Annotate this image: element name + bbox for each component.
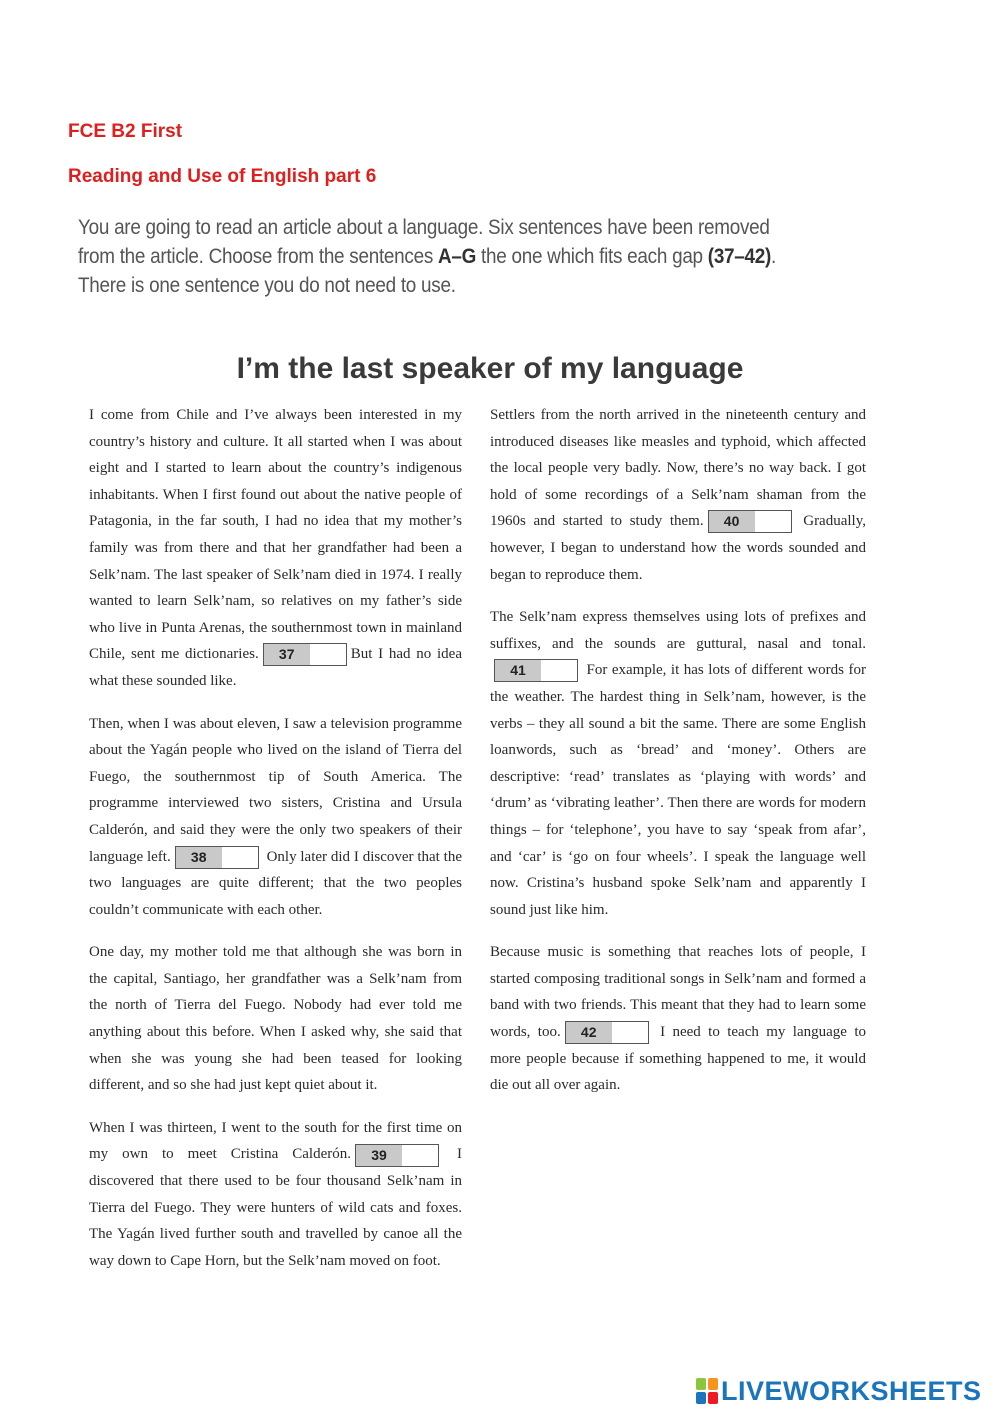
instructions-text: You are going to read an article about a language. Six sentences have been removed from the article. Choose from the sentences: [78, 216, 770, 268]
gap-number: 42: [566, 1022, 612, 1043]
article-paragraph: When I was thirteen, I went to the south for the first time on my own to meet Cristina Calderón. 39 I discovered that there used to be four thousand Selk’nam in Tierra del Fuego. They were hunters of wild cats and foxes. The Yagán lived further south and travelled by canoe all the way down to Cape Horn, but the Selk’nam moved on foot.: [89, 1119, 462, 1269]
instructions-text: the one which fits each gap: [476, 245, 708, 268]
gap-number: 37: [264, 644, 310, 665]
gap-40-answer-box[interactable]: [708, 510, 792, 533]
instructions-text: . There is one sentence you do not need to use.: [78, 245, 777, 297]
gap-39-answer-box[interactable]: [355, 1144, 439, 1167]
gap-number: 38: [176, 847, 222, 868]
gap-number: 40: [709, 511, 755, 532]
liveworksheets-logo[interactable]: [696, 1375, 982, 1407]
article-paragraph: Because music is something that reaches lots of people, I started composing traditional songs in Selk’nam and formed a band with two friends. This meant that they had to learn some words, too. 42 I need to teach my language to more people because if something happened to me, it would die out all over again.: [490, 944, 866, 1094]
gap-41-answer-box[interactable]: [494, 659, 578, 682]
gap-number: 39: [356, 1145, 402, 1166]
article-paragraph: Settlers from the north arrived in the nineteenth century and introduced diseases like measles and typhoid, which affected the local people very badly. Now, there’s no way back. I got hold of some recordings of a Selk’nam shaman from the 1960s and started to study them. 40 Gradually, however, I began to understand how the words sounded and began to reproduce them.: [490, 407, 866, 583]
article-column-left: [89, 402, 462, 1290]
worksheet-part-heading: Reading and Use of English part 6: [68, 166, 377, 187]
gap-number: 41: [495, 660, 541, 681]
liveworksheets-logo-icon: [696, 1378, 718, 1404]
gap-42-answer-box[interactable]: [565, 1021, 649, 1044]
instructions-options: A–G: [438, 245, 477, 268]
article-paragraph: The Selk’nam express themselves using lots of prefixes and suffixes, and the sounds are guttural, nasal and tonal. 41 For example, it has lots of different words for the weather. The hardest thing in Selk’nam, however, is the verbs – they all sound a bit the same. There are some English loanwords, such as ‘bread’ and ‘money’. Others are descriptive: ‘read’ translates as ‘playing with words’ and ‘drum’ as ‘vibrating leather’. Then there are words for modern things – for ‘telephone’, you have to say ‘speak from afar’, and ‘car’ is ‘go on four wheels’. I speak the language well now. Cristina’s husband spoke Selk’nam and apparently I sound just like him.: [490, 609, 866, 918]
task-instructions: [78, 213, 798, 300]
liveworksheets-logo-text: LIVEWORKSHEETS: [721, 1375, 982, 1406]
gap-37-answer-box[interactable]: [263, 643, 347, 666]
article-paragraph: I come from Chile and I’ve always been interested in my country’s history and culture. It all started when I was about eight and I started to learn about the country’s indigenous inhabitants. When I first found out about the native people of Patagonia, in the far south, I had no idea that my mother’s family was from there and that her grandfather had been a Selk’nam. The last speaker of Selk’nam died in 1974. I really wanted to learn Selk’nam, so relatives on my father’s side who live in Punta Arenas, the southernmost town in mainland Chile, sent me dictionaries. 37 But I had no idea what these sounded like.: [89, 407, 462, 689]
article-title: I’m the last speaker of my language: [236, 352, 744, 385]
instructions-gap-range: (37–42): [707, 245, 772, 268]
article-paragraph: One day, my mother told me that although she was born in the capital, Santiago, her grandfather was a Selk’nam from the north of Tierra del Fuego. Nobody had ever told me anything about this before. When I asked why, she said that when she was young she had been teased for looking different, and so she had just kept quiet about it.: [89, 944, 462, 1094]
article-column-right: [490, 402, 866, 1115]
gap-38-answer-box[interactable]: [175, 846, 259, 869]
article-paragraph: Then, when I was about eleven, I saw a television programme about the Yagán people who lived on the island of Tierra del Fuego, the southernmost tip of South America. The programme interviewed two sisters, Cristina and Ursula Calderón, and said they were the only two speakers of their language left. 38 Only later did I discover that the two languages are quite different; that the two peoples couldn’t communicate with each other.: [89, 715, 462, 918]
worksheet-level-heading: FCE B2 First: [68, 121, 183, 142]
